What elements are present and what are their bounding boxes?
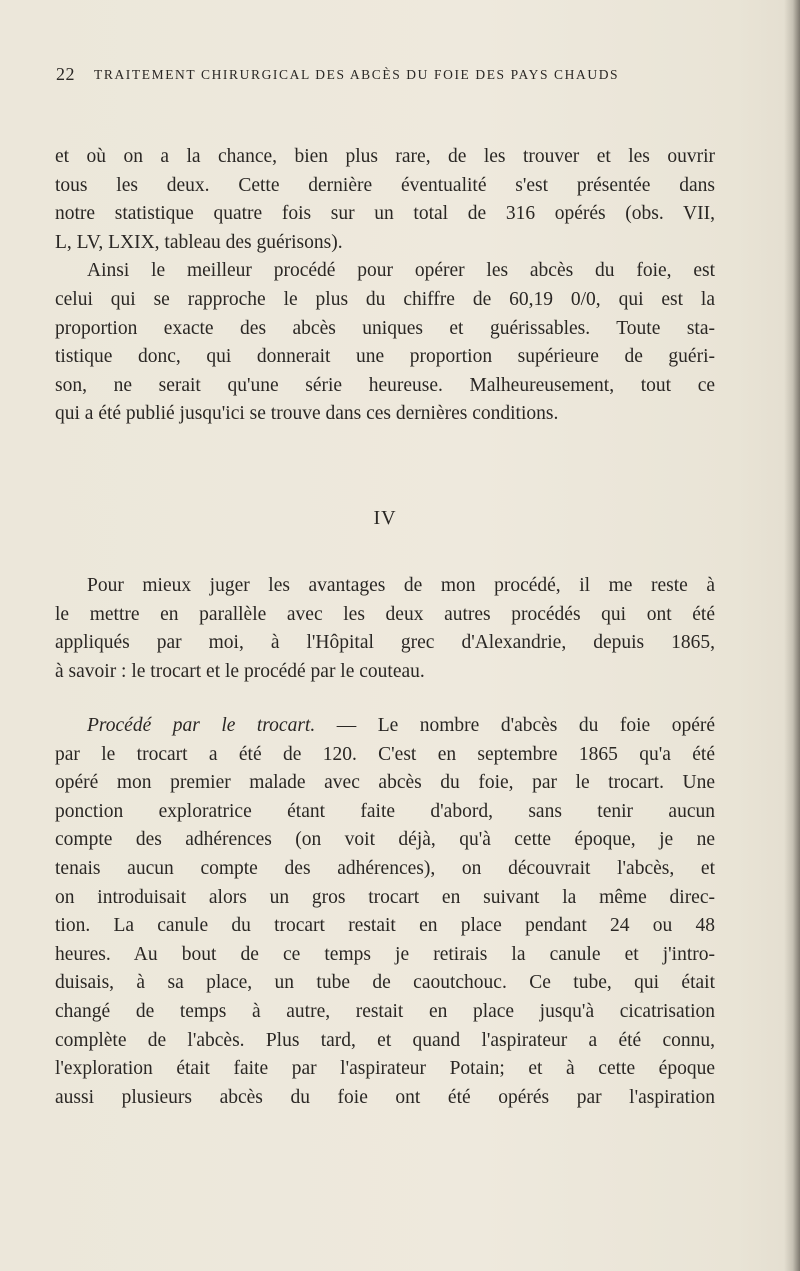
text-line-heading (55, 712, 715, 741)
text-line: tous les deux. Cette dernière éventualité s'est présentée dans (55, 174, 715, 196)
text-line: et où on a la chance, bien plus rare, de les trouver et les ouvrir (55, 146, 715, 167)
text-line: Pour mieux juger les avantages de mon procédé, il me reste à (87, 575, 715, 596)
running-head-title: TRAITEMENT CHIRURGICAL DES ABCÈS DU FOIE DES PAYS CHAUDS (94, 67, 620, 82)
page-number: 22 (56, 64, 75, 84)
running-head (0, 64, 800, 88)
text-line: à savoir : le trocart et le procédé par le couteau. (55, 660, 425, 682)
text-line: duisais, à sa place, un tube de caoutchouc. Ce tube, qui était (55, 972, 715, 994)
text-line: L, LV, LXIX, tableau des guérisons). (55, 231, 343, 253)
text-line: opéré mon premier malade avec abcès du foie, par le trocart. Une (55, 772, 715, 794)
text-line: son, ne serait qu'une série heureuse. Malheureusement, tout ce (55, 374, 715, 396)
text-line: Ainsi le meilleur procédé pour opérer les abcès du foie, est (87, 260, 715, 282)
page-edge-shadow (784, 0, 800, 1271)
text-line: tion. La canule du trocart restait en place pendant 24 ou 48 (55, 915, 715, 937)
text-line: proportion exacte des abcès uniques et guérissables. Toute sta- (55, 317, 715, 339)
text-line: qui a été publié jusqu'ici se trouve dans ces dernières conditions. (55, 403, 559, 425)
text-line: aussi plusieurs abcès du foie ont été opérés par l'aspiration (55, 1086, 715, 1108)
text-line: celui qui se rapproche le plus du chiffre de 60,19 0/0, qui est la (55, 288, 715, 310)
text-line: complète de l'abcès. Plus tard, et quand l'aspirateur a été connu, (55, 1029, 715, 1051)
text-line: tenais aucun compte des adhérences), on découvrait l'abcès, et (55, 857, 715, 879)
text-line: heures. Au bout de ce temps je retirais la canule et j'intro- (55, 943, 715, 965)
section-numeral: IV (373, 507, 397, 529)
paragraph-continuation (55, 143, 715, 429)
text-line: on introduisait alors un gros trocart en suivant la même direc- (55, 886, 715, 908)
text-line: le mettre en parallèle avec les deux autres procédés qui ont été (55, 603, 715, 625)
text-line: par le trocart a été de 120. C'est en septembre 1865 qu'a été (55, 743, 715, 765)
text-line: notre statistique quatre fois sur un total de 316 opérés (obs. VII, (55, 203, 715, 225)
text-line: changé de temps à autre, restait en place jusqu'à cicatrisation (55, 1000, 715, 1022)
paragraph-comparison (55, 572, 715, 686)
text-line: appliqués par moi, à l'Hôpital grec d'Alexandrie, depuis 1865, (55, 632, 715, 654)
paragraph-trocart (55, 712, 715, 1112)
text-fragment: — Le nombre d'abcès du foie opéré (315, 715, 715, 736)
text-line: compte des adhérences (on voit déjà, qu'à cette époque, je ne (55, 829, 715, 851)
text-line: ponction exploratrice étant faite d'abord, sans tenir aucun (55, 800, 715, 822)
text-line: l'exploration était faite par l'aspirateur Potain; et à cette époque (55, 1058, 715, 1080)
subsection-heading: Procédé par le trocart. (87, 715, 316, 736)
text-line: tistique donc, qui donnerait une proportion supérieure de guéri- (55, 346, 715, 368)
